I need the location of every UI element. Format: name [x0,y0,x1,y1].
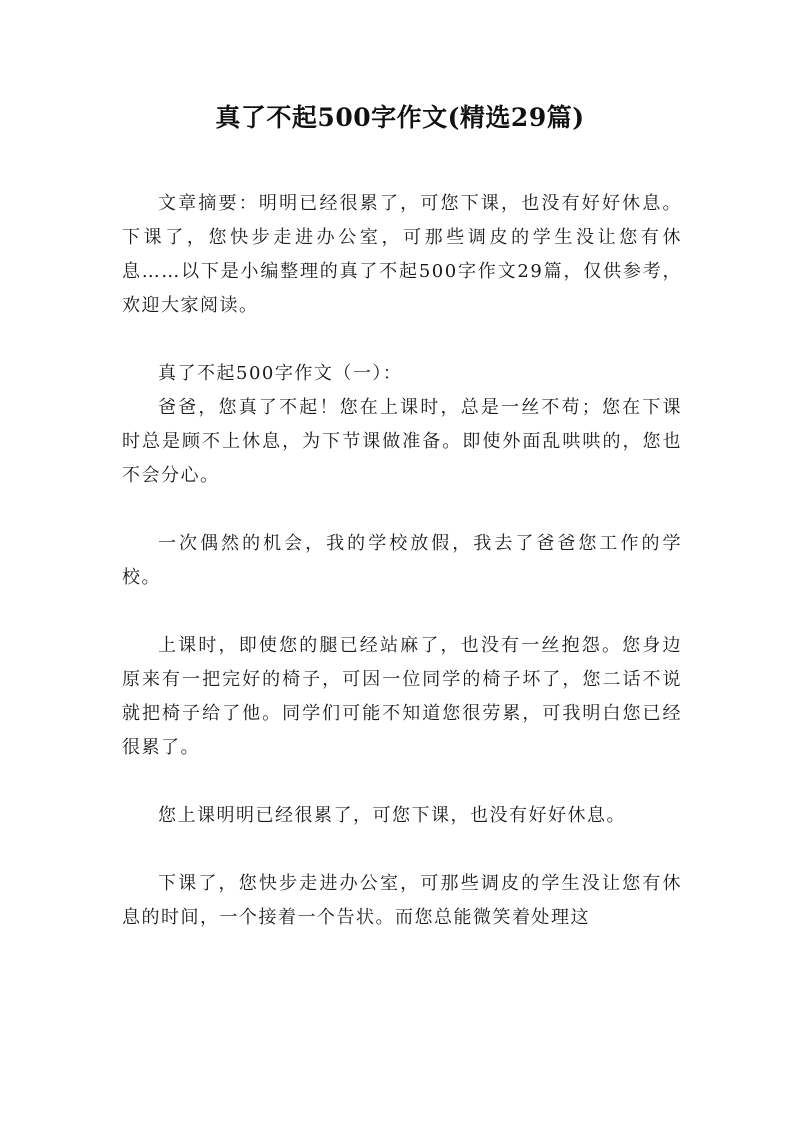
paragraph-spacer [122,595,682,629]
document-title: 真了不起500字作文(精选29篇) [215,103,585,132]
abstract-paragraph: 文章摘要：明明已经很累了，可您下课，也没有好好休息。下课了，您快步走进办公室，可那些调皮的学生没让您有休息……以下是小编整理的真了不起500字作文29篇，仅供参考，欢迎大家阅读。 [122,193,682,316]
paragraph-2: 一次偶然的机会，我的学校放假，我去了爸爸您工作的学校。 [122,533,682,588]
section-title: 真了不起500字作文（一）： [158,363,403,384]
paragraph-spacer [122,765,682,799]
paragraph-1: 爸爸，您真了不起！您在上课时，总是一丝不苟；您在下课时总是顾不上休息，为下节课做准备。即使外面乱哄哄的，您也不会分心。 [122,397,682,486]
document-body [122,187,682,935]
paragraph-5: 下课了，您快步走进办公室，可那些调皮的学生没让您有休息的时间，一个接着一个告状。而您总能微笑着处理这 [122,873,682,928]
paragraph-3: 上课时，即使您的腿已经站麻了，也没有一丝抱怨。您身边原来有一把完好的椅子，可因一位同学的椅子坏了，您二话不说就把椅子给了他。同学们可能不知道您很劳累，可我明白您已经很累了。 [122,635,682,758]
paragraph-spacer [122,493,682,527]
paragraph-spacer [122,833,682,867]
paragraph-spacer [122,323,682,357]
paragraph-4: 您上课明明已经很累了，可您下课，也没有好好休息。 [158,805,626,826]
